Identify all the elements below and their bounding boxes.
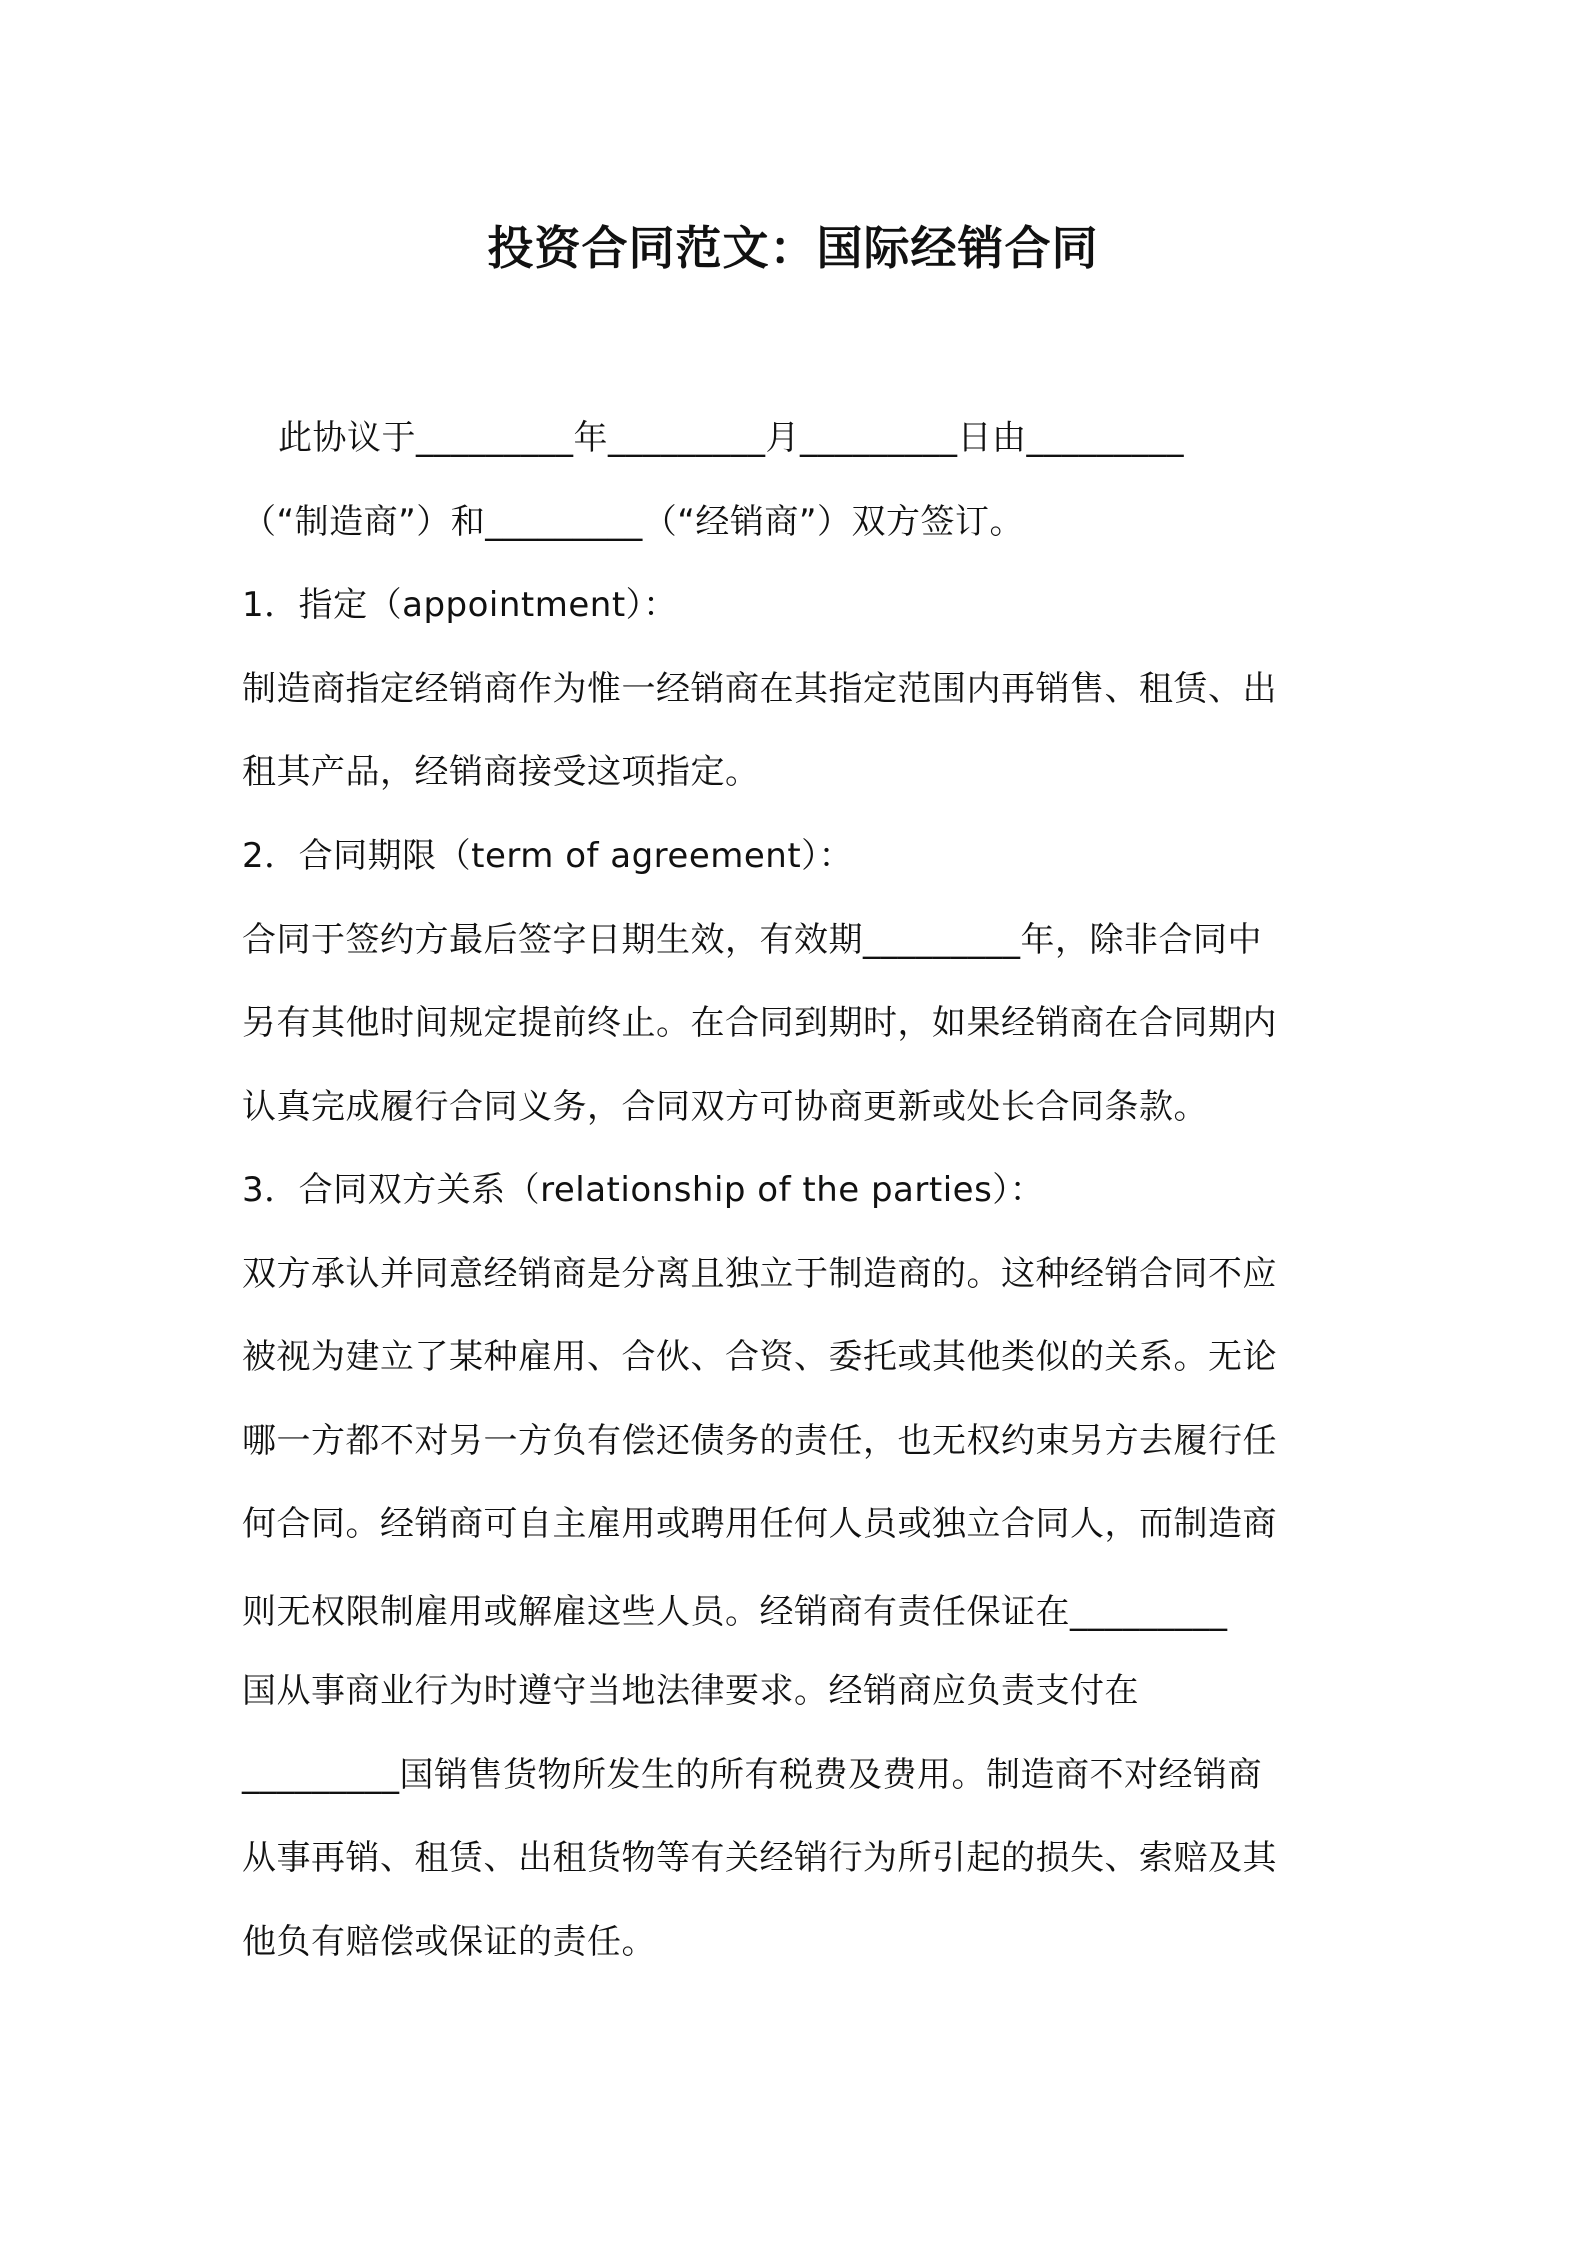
section-1-text-line-1: 制造商指定经销商作为惟一经销商在其指定范围内再销售、租赁、出 [242,669,1277,709]
section-2-text-line-2: 另有其他时间规定提前终止。在合同到期时，如果经销商在合同期内 [242,1003,1277,1043]
section-3-text-line-2: 被视为建立了某种雇用、合伙、合资、委托或其他类似的关系。无论 [242,1337,1277,1377]
section-1-text-line-2: 租其产品，经销商接受这项指定。 [242,752,760,792]
section-3-heading: 3．合同双方关系（relationship of the parties）： [242,1170,1045,1210]
section-2-text-line-3: 认真完成履行合同义务，合同双方可协商更新或处长合同条款。 [242,1087,1208,1127]
intro-line-1: 此协议于_________年_________月_________日由_________ [278,418,1184,458]
section-3-text-line-6: 国从事商业行为时遵守当地法律要求。经销商应负责支付在 [242,1671,1139,1711]
section-1-heading: 1．指定（appointment）： [242,585,678,625]
document-title: 投资合同范文：国际经销合同 [487,221,1099,275]
section-2-heading: 2．合同期限（term of agreement）： [242,836,854,876]
section-3-text-line-1: 双方承认并同意经销商是分离且独立于制造商的。这种经销合同不应 [242,1254,1277,1294]
intro-line-2: （“制造商”）和_________（“经销商”）双方签订。 [242,502,1024,542]
section-3-text-line-7: _________国销售货物所发生的所有税费及费用。制造商不对经销商 [242,1755,1262,1795]
section-3-text-line-4: 何合同。经销商可自主雇用或聘用任何人员或独立合同人，而制造商 [242,1504,1277,1544]
section-3-text-line-9: 他负有赔偿或保证的责任。 [242,1922,656,1962]
section-2-text-line-1: 合同于签约方最后签字日期生效，有效期_________年，除非合同中 [242,920,1262,960]
section-3-text-line-5: 则无权限制雇用或解雇这些人员。经销商有责任保证在_________ [242,1592,1228,1632]
section-3-text-line-3: 哪一方都不对另一方负有偿还债务的责任，也无权约束另方去履行任 [242,1421,1277,1461]
section-3-text-line-8: 从事再销、租赁、出租货物等有关经销行为所引起的损失、索赔及其 [242,1838,1277,1878]
